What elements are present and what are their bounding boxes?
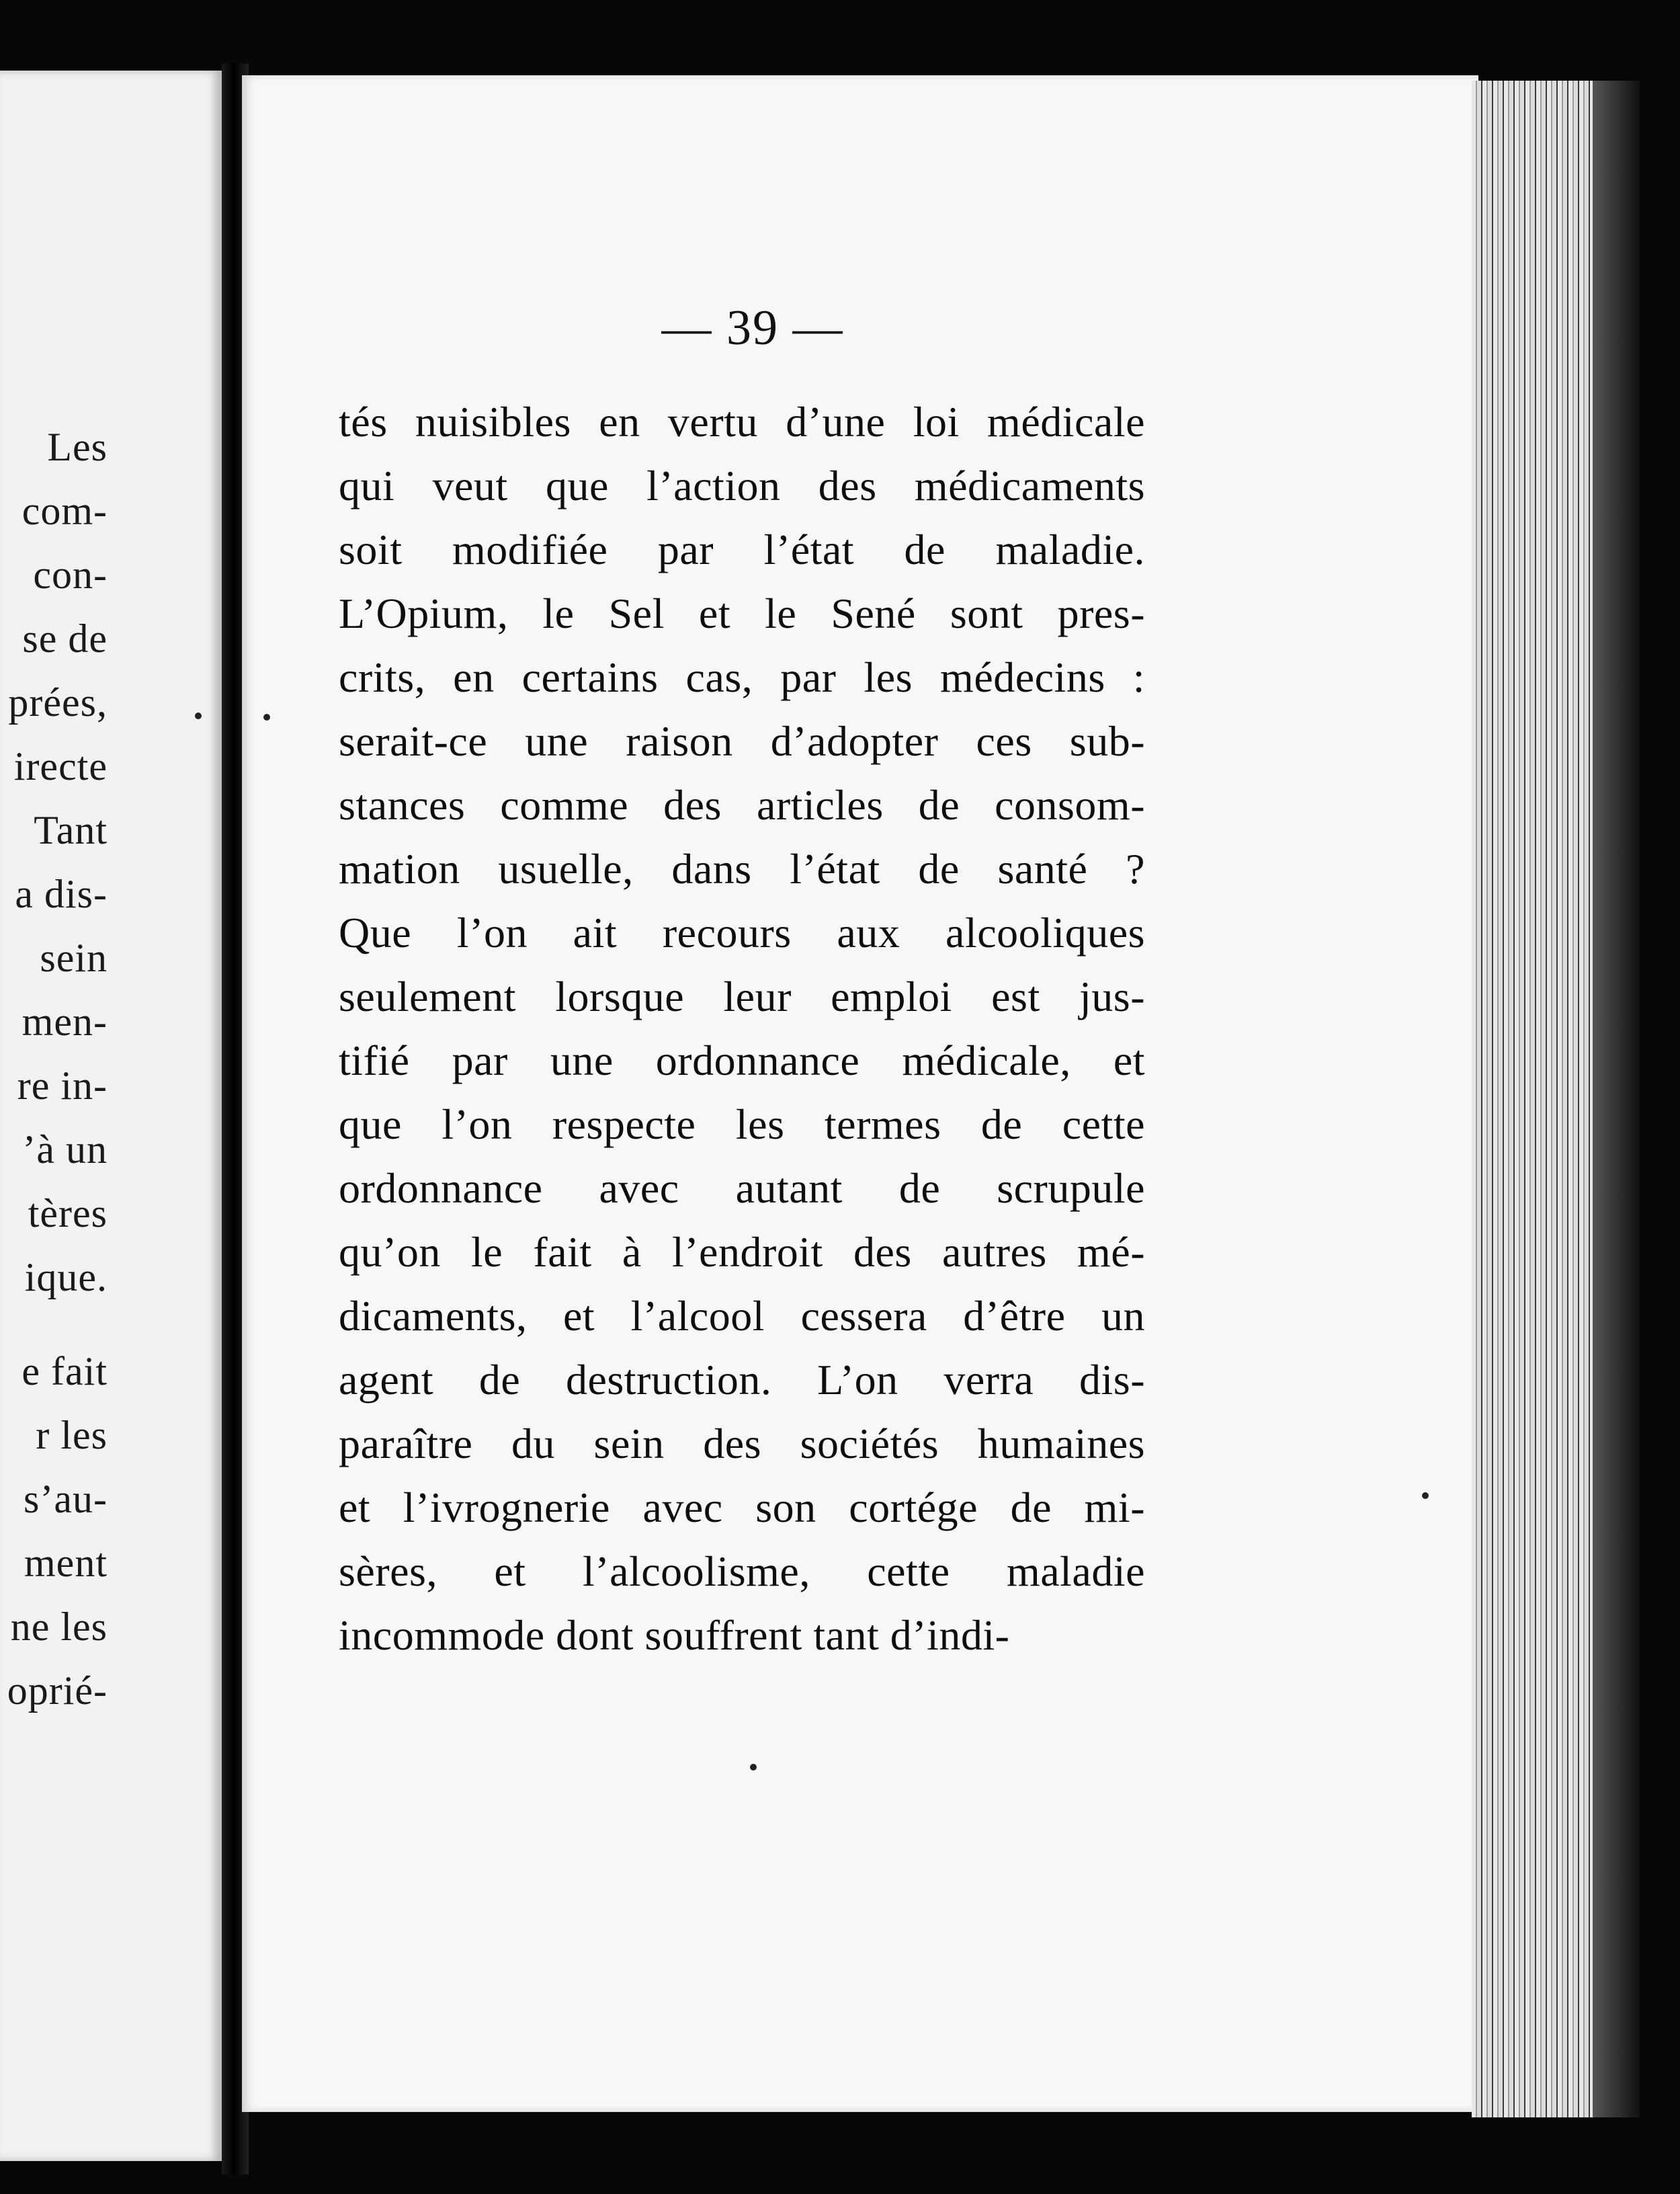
facing-page-line: prées, — [8, 680, 108, 725]
text-line: seulement lorsque leur emploi est jus- — [339, 973, 1145, 1020]
text-line: soit modifiée par l’état de maladie. — [339, 526, 1145, 573]
text-line: qui veut que l’action des médicaments — [339, 462, 1145, 510]
facing-page-line: a dis- — [15, 872, 108, 916]
facing-page-line: com- — [22, 489, 108, 533]
facing-page — [0, 71, 222, 2161]
text-line: sères, et l’alcoolisme, cette maladie — [339, 1547, 1145, 1595]
facing-page-line: con- — [33, 553, 108, 597]
page-body — [339, 397, 1145, 1674]
facing-page-line: ne les — [10, 1604, 108, 1649]
text-line: incommode dont souffrent tant d’indi- — [339, 1611, 1010, 1659]
text-line: que l’on respecte les termes de cette — [339, 1100, 1145, 1148]
scan-speck — [195, 713, 202, 719]
facing-page-line: s’au- — [24, 1477, 108, 1521]
scan-speck — [263, 714, 270, 721]
facing-page-line: ique. — [24, 1255, 108, 1299]
text-line: mation usuelle, dans l’état de santé ? — [339, 845, 1145, 893]
scan-speck — [750, 1764, 757, 1771]
facing-page-line: sein — [40, 936, 108, 980]
scan-speck — [1422, 1492, 1429, 1499]
text-line: agent de destruction. L’on verra dis- — [339, 1356, 1145, 1404]
facing-page-line: Les — [47, 425, 108, 469]
facing-page-line: tères — [28, 1191, 108, 1235]
facing-page-line: ’à un — [22, 1127, 108, 1172]
text-line: paraître du sein des sociétés humaines — [339, 1420, 1145, 1467]
facing-page-line: men- — [22, 1000, 108, 1044]
text-line: L’Opium, le Sel et le Sené sont pres- — [339, 590, 1145, 637]
page-number: — 39 — — [661, 300, 844, 356]
facing-page-line: r les — [36, 1413, 108, 1457]
text-line: dicaments, et l’alcool cessera d’être un — [339, 1292, 1145, 1340]
facing-page-line: ment — [24, 1541, 108, 1585]
text-line: serait-ce une raison d’adopter ces sub- — [339, 717, 1145, 765]
facing-page-line: re in- — [17, 1063, 108, 1108]
facing-page-line: irecte — [13, 744, 108, 788]
facing-page-line: oprié- — [7, 1668, 108, 1713]
facing-page-line: se de — [22, 616, 108, 661]
text-line: Que l’on ait recours aux alcooliques — [339, 909, 1145, 957]
text-line: stances comme des articles de consom- — [339, 781, 1145, 829]
text-line: ordonnance avec autant de scrupule — [339, 1164, 1145, 1212]
facing-page-line: Tant — [34, 808, 108, 852]
facing-page-line: e fait — [22, 1349, 108, 1393]
text-line: crits, en certains cas, par les médecins : — [339, 653, 1145, 701]
text-line: qu’on le fait à l’endroit des autres mé- — [339, 1228, 1145, 1276]
text-line: et l’ivrognerie avec son cortége de mi- — [339, 1484, 1145, 1531]
text-line: tifié par une ordonnance médicale, et — [339, 1037, 1145, 1084]
text-line: tés nuisibles en vertu d’une loi médicale — [339, 398, 1145, 446]
page-edges — [1472, 81, 1640, 2117]
